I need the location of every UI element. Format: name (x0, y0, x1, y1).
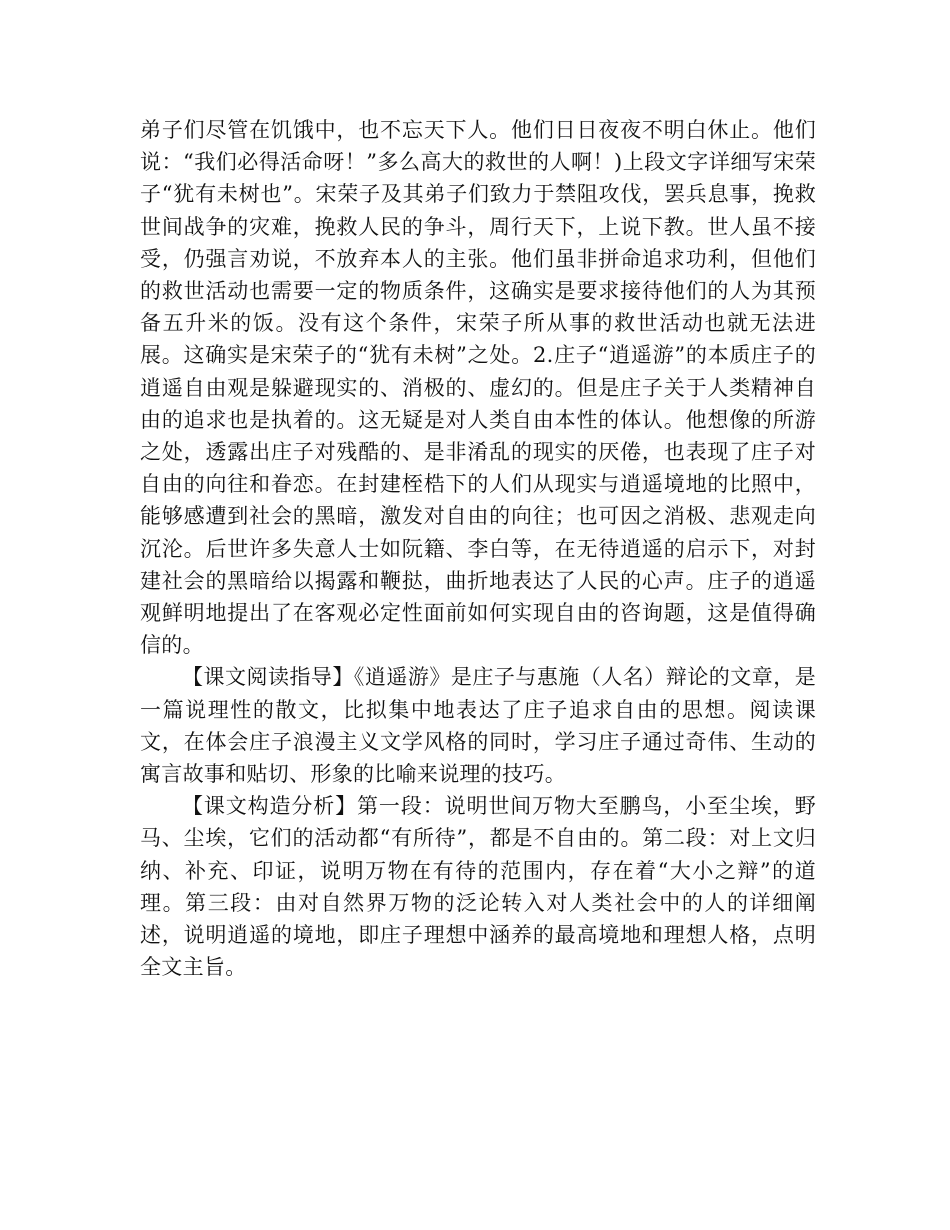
paragraph-1: 弟子们尽管在饥饿中，也不忘天下人。他们日日夜夜不明白休止。他们说：“我们必得活命呀！”多么高大的救世的人啊！)上段文字详细写宋荣子“犹有未树也”。宋荣子及其弟子们致力于禁阻攻伐，罢兵息事，挽救世间战争的灾难，挽救人民的争斗，周行天下，上说下教。世人虽不接受，仍强言劝说，不放弃本人的主张。他们虽非拼命追求功利，但他们的救世活动也需要一定的物质条件，这确实是要求接待他们的人为其预备五升米的饭。没有这个条件，宋荣子所从事的救世活动也就无法进展。这确实是宋荣子的“犹有未树”之处。2.庄子“逍遥游”的本质庄子的逍遥自由观是躲避现实的、消极的、虚幻的。但是庄子关于人类精神自由的追求也是执着的。这无疑是对人类自由本性的体认。他想像的所游之处，透露出庄子对残酷的、是非淆乱的现实的厌倦，也表现了庄子对自由的向往和眷恋。在封建桎梏下的人们从现实与逍遥境地的比照中，能够感遭到社会的黑暗，激发对自由的向往；也可因之消极、悲观走向沉沦。后世许多失意人士如阮籍、李白等，在无待逍遥的启示下，对封建社会的黑暗给以揭露和鞭挞，曲折地表达了人民的心声。庄子的逍遥观鲜明地提出了在客观必定性面前如何实现自由的咨询题，这是值得确信的。 (140, 118, 816, 658)
paragraph-reading-guide: 【课文阅读指导】《逍遥游》是庄子与惠施（人名）辩论的文章，是一篇说理性的散文，比拟集中地表达了庄子追求自由的思想。阅读课文，在体会庄子浪漫主义文学风格的同时，学习庄子通过奇伟、生动的寓言故事和贴切、形象的比喻来说理的技巧。 (140, 665, 816, 787)
document-body (140, 114, 816, 983)
paragraph-structure-analysis: 【课文构造分析】第一段：说明世间万物大至鹏鸟，小至尘埃，野马、尘埃，它们的活动都“有所待”，都是不自由的。第二段：对上文归纳、补充、印证，说明万物在有待的范围内，存在着“大小之辩”的道理。第三段：由对自然界万物的泛论转入对人类社会中的人的详细阐述，说明逍遥的境地，即庄子理想中涵养的最高境地和理想人格，点明全文主旨。 (140, 794, 816, 980)
